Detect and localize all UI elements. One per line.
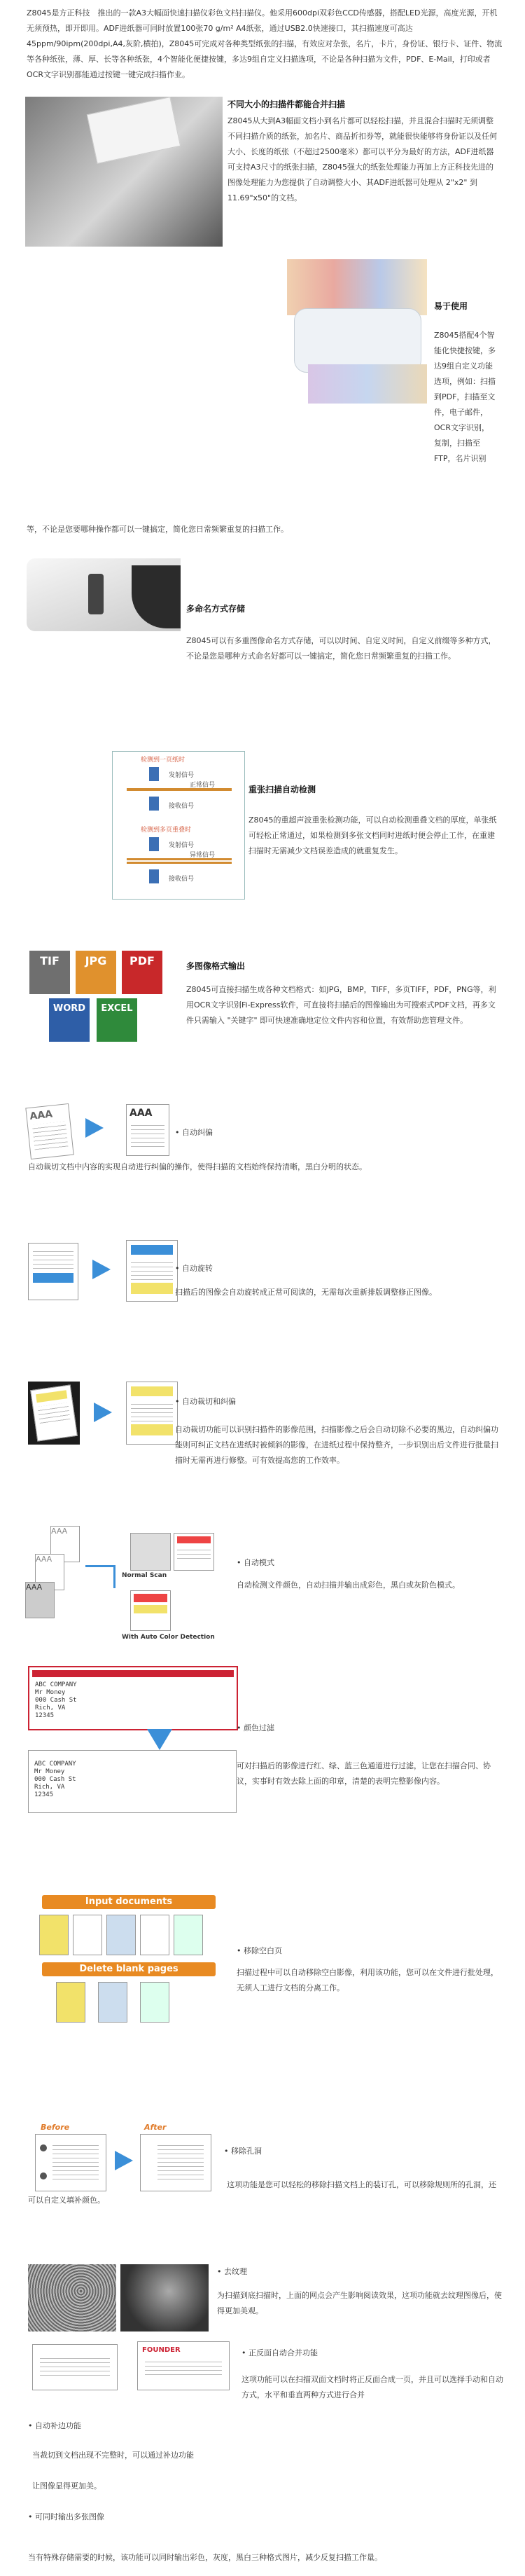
jpg-icon: JPG: [76, 951, 116, 994]
f1-body: 自动裁切文档中内容的实现自动进行纠偏的操作，使得扫描的文档始终保持清晰，黑白分明的状态。: [28, 1162, 367, 1171]
sec3-title: 多命名方式存储: [186, 604, 246, 614]
sec3-body: Z8045可以有多重图像命名方式存储，可以以时间、自定义时间，自定义前缀等多种方式，不论是您是哪种方式命名好都可以一键搞定，简化您日常频繁重复的扫描工作。: [186, 636, 496, 661]
double-feed-diagram: [112, 751, 245, 900]
word-icon: WORD: [49, 998, 90, 1042]
sec2-body-rest: 等，不论是您要哪种操作都可以一键搞定，简化您日常频繁重复的扫描工作。: [27, 525, 288, 534]
card-merge-illustration: [32, 2339, 235, 2392]
sensor-top-rx: [149, 797, 159, 811]
card-back: [137, 2341, 230, 2390]
sec2-line: OCR文字识别，: [434, 423, 489, 432]
sensor-bottom-rx: [149, 869, 159, 883]
diagram-top-normal: 正常信号: [190, 782, 216, 789]
diagram-bottom-receive: 接收信号: [169, 876, 195, 883]
arrow-right-icon: [115, 2151, 133, 2170]
doc-before: AAA: [25, 1103, 74, 1159]
rotate-illustration: [28, 1239, 179, 1303]
f8-title: • 去纹理: [217, 2264, 247, 2280]
f5-body: 可对扫描后的影像进行红、绿、蓝三色通道进行过滤，让您在扫描合同、协议，实事时有效去除上面的印章，清楚的表明完整影像内容。: [237, 1761, 491, 1786]
check-line: ABC COMPANY: [34, 1761, 76, 1768]
doc-after: AAA: [126, 1104, 169, 1156]
normal-scan-label: Normal Scan: [122, 1572, 167, 1579]
blank-page-illustration: [28, 1895, 231, 2028]
doc-rotated: [28, 1243, 78, 1300]
sec2-line: FTP，名片识别: [434, 454, 486, 463]
input-documents-label: Input documents: [42, 1895, 216, 1909]
check-filtered-doc: [28, 1750, 237, 1813]
diagram-bottom-signal: 发射信号: [169, 842, 195, 849]
split-arrow-icon: [85, 1565, 115, 1588]
diagram-bottom-abnormal: 异常信号: [190, 852, 216, 859]
check-line: Rich, VA: [35, 1704, 66, 1711]
check-line: Rich, VA: [34, 1784, 65, 1791]
photo-after: [120, 2264, 209, 2332]
f9-title: • 正反面自动合并功能: [241, 2346, 318, 2361]
sec1-title: 不同大小的扫描件都能合并扫描: [227, 99, 346, 109]
before-label: Before: [41, 2123, 70, 2132]
f11-title: • 可同时输出多张图像: [28, 2509, 104, 2525]
sec5-body: Z8045可直接扫描生成各种文档格式：如JPG，BMP，TIFF，多页TIFF，PDF，PNG等，利用OCR文字识别Fi-Express软件，可直接将扫描后的图像输出为可搜索式PDF文档，再多文件只需输入 "关键字" 即可快速准确地定位文件内容和位置，有效帮助您管理文件。: [186, 985, 496, 1025]
f5-title: • 颜色过滤: [237, 1721, 274, 1736]
check-line: 000 Cash St: [35, 1697, 77, 1704]
pdf-icon: PDF: [122, 951, 162, 994]
doc-skewed: [28, 1382, 80, 1445]
card-front: [32, 2344, 118, 2390]
f9-body: 这项功能可以在扫描双面文档时将正反面合成一页，并且可以选择手动和自动方式，水平和垂直两种方式进行合并: [241, 2375, 503, 2399]
doc-gray-1: AAA: [50, 1526, 80, 1562]
check-line: 12345: [35, 1712, 55, 1719]
scanner-photo-easy-use: [287, 259, 427, 404]
tif-icon: TIF: [29, 951, 70, 994]
f2-title: • 自动旋转: [175, 1261, 213, 1276]
descreen-photo-pair: [28, 2264, 210, 2332]
card-brand: FOUNDER: [142, 2346, 181, 2354]
arrow-right-icon: [92, 1260, 111, 1279]
excel-icon: EXCEL: [97, 998, 137, 1042]
after-label: After: [144, 2123, 167, 2132]
sec2-body-column: [434, 328, 511, 467]
sec2-line: 选项，例如：扫描: [434, 377, 496, 386]
f6-title: • 移除空白页: [237, 1943, 282, 1959]
sec4-title: 重张扫描自动检测: [248, 785, 316, 794]
check-red-doc: [28, 1666, 238, 1730]
sec2-line: Z8045搭配4个智: [434, 331, 495, 340]
arrow-right-icon: [85, 1118, 104, 1138]
f2-body: 扫描后的图像会自动旋转成正常可阅读的，无需每次重新排版调整修正图像。: [175, 1288, 437, 1297]
f10-title: • 自动补边功能: [28, 2418, 81, 2434]
arrow-right-icon: [94, 1403, 112, 1422]
f4-body: 自动检测文件颜色，自动扫描并输出成彩色，黑白或灰阶色模式。: [237, 1580, 460, 1590]
f3-title: • 自动裁切和纠偏: [175, 1394, 236, 1410]
f10-body-2: 让图像显得更加美。: [32, 2481, 102, 2491]
sec2-line: 件，电子邮件，: [434, 408, 488, 417]
f10-body: 当裁切到文档出现不完整时，可以通过补边功能: [32, 2451, 194, 2460]
scanner-button-panel-photo: [27, 558, 181, 631]
diagram-top-receive: 接收信号: [169, 803, 195, 810]
check-line: 000 Cash St: [34, 1776, 76, 1783]
f4-title: • 自动模式: [237, 1555, 274, 1571]
f8-body: 为扫描到底扫描时，上面的网点会产生影响阅读效果，这项功能就去纹理图像后，使得更加美观。: [217, 2291, 502, 2315]
doc-cropped: [126, 1382, 178, 1445]
check-line: 12345: [34, 1791, 54, 1798]
f7-body: 这项功能是您可以轻松的移除扫描文档上的装订孔，可以移除规则所的孔洞，还可以自定义填补颜色。: [28, 2180, 496, 2205]
diagram-top-title: 检测到一页纸时: [141, 757, 186, 764]
f1-title: • 自动纠偏: [175, 1125, 213, 1141]
f7-title: • 移除孔洞: [224, 2144, 262, 2159]
color-detect-illustration: [25, 1526, 232, 1652]
sec2-line: 达9组自定义功能: [434, 361, 493, 371]
paper-double: [127, 858, 232, 864]
sec4-body: Z8045的重超声波重张检测功能，可以自动检测重叠文档的厚度，单张纸可轻松正常通过，如果检测到多张文档同时进纸时便会停止工作，在重建扫描时无需减少文档误差造成的就重复发生。: [248, 815, 497, 855]
delete-blank-pages-label: Delete blank pages: [42, 1962, 216, 1976]
auto-color-label: With Auto Color Detection: [122, 1634, 215, 1641]
file-format-icons: [29, 951, 167, 1043]
sec5-title: 多图像格式输出: [186, 961, 246, 971]
sec2-line: 复制，扫描至: [434, 439, 480, 448]
sec2-title: 易于使用: [434, 301, 468, 311]
diagram-bottom-title: 检测到多页重叠时: [141, 827, 192, 834]
normal-scan-doc: [130, 1533, 171, 1571]
check-line: Mr Money: [35, 1689, 66, 1696]
auto-color-doc-2: [174, 1533, 214, 1571]
photo-before: [28, 2264, 116, 2332]
auto-color-doc: [130, 1590, 171, 1631]
sec2-line: 到PDF，扫描至文: [434, 392, 496, 401]
diagram-top-signal: 发射信号: [169, 772, 195, 779]
doc-upright: [126, 1240, 178, 1302]
doc-gray-2: AAA: [35, 1554, 64, 1590]
sec1-body: Z8045从大到A3幅面文档小到名片都可以轻松扫描，并且混合扫描时无须调整不同扫描介质的纸张，加名片、商品折扣券等，就能很快能够将身份证以及任何大小、长度的纸张（不超过2500毫米）都可以平分为最好的方法，ADF进纸器可支持A3尺寸的纸张扫描，Z8045强大的纸张处理能力再加上方正科技先进的图像处理能力为您提供了自动调整大小、其ADF进纸器可处理从 2"x2" 到11.69"x50"的文档。: [227, 116, 497, 202]
output-pages: [56, 1982, 210, 2024]
arrow-down-icon: [147, 1729, 172, 1750]
check-line: Mr Money: [34, 1768, 65, 1775]
intro-text: Z8045是方正科技 推出的一款A3大幅面快速扫描仪彩色文档扫描仪。他采用600dpi双彩色CCD传感器，搭配LED光源，高度光源，开机无须预热，即开即用。ADF进纸器可同时放置100张70 g/m² A4纸张，通过USB2.0快速接口，其扫描速度可高达45ppm/90ipm(200dpi,A4,灰阶,横拍)，Z8045可完成对各种类型纸张的扫描，有效应对杂张，名片，卡片，身份证、银行卡、证件、物流等各种纸张，薄、厚、长等各种纸张，4个智能化便捷按键，多达9组自定义扫描选项，不论是各种扫描为文件，PDF、E-Mail，打印或者OCR文字识别都能通过按键一键完成扫描作业。: [27, 8, 503, 79]
deskew-illustration: [28, 1101, 172, 1159]
sensor-bottom: [149, 837, 159, 851]
check-line: ABC COMPANY: [35, 1681, 77, 1688]
f6-body: 扫描过程中可以自动移除空白影像，利用该功能，您可以在文件进行批处理，无须人工进行文档的分离工作。: [237, 1968, 498, 1992]
doc-gray-3: AAA: [25, 1582, 55, 1618]
sec2-line: 能化快捷按键，多: [434, 346, 496, 355]
crop-illustration: [28, 1377, 179, 1447]
paper-single: [127, 788, 232, 791]
f3-body: 自动裁切功能可以识别扫描件的影像范围，扫描影像之后会自动切除不必要的黑边，自动纠偏功能则可纠正文档在进纸时被倾斜的影像，在进纸过程中保持整齐，一步识别出后文件进行批量扫描时无需再进行修整。可有效提高您的工作效率。: [175, 1425, 498, 1465]
input-pages: [39, 1915, 221, 1957]
f11-body: 当有特殊存储需要的时候，该功能可以同时输出彩色，灰度，黑白三种格式图片，减少反复扫描工作量。: [28, 2553, 382, 2562]
sensor-top: [149, 767, 159, 781]
